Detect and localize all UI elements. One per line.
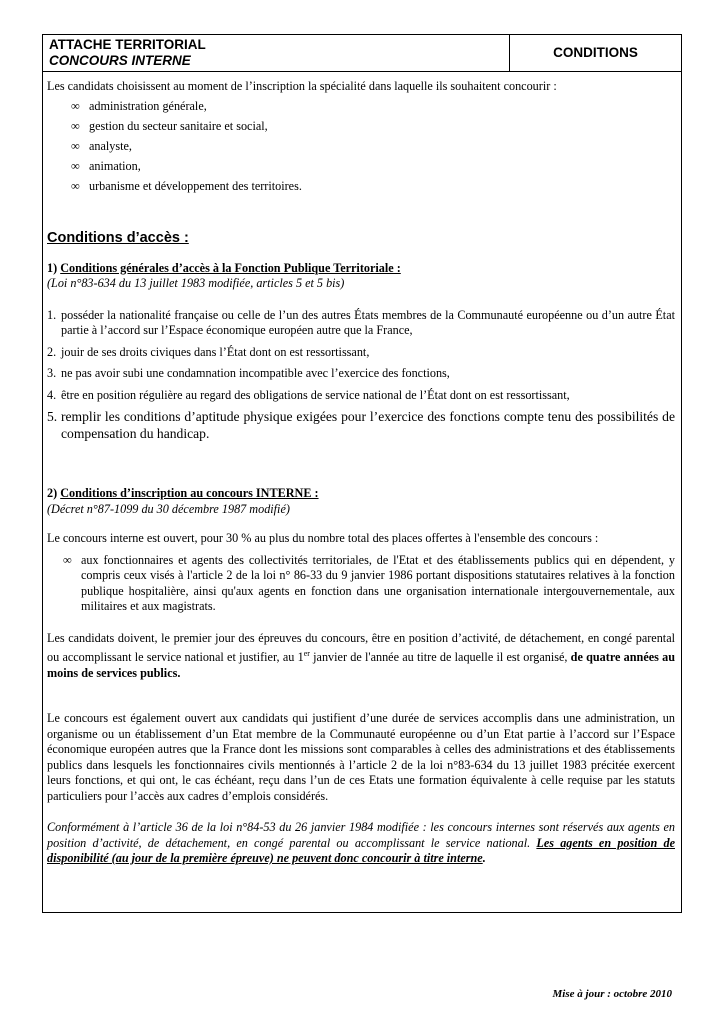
duty-text-1: Les candidats doivent, le premier jour des épreuves du concours, être en position d’activité, de détachement, en congé parental ou accomplissant le service national et justifier, au 1 xyxy=(47,630,675,665)
specialty-item xyxy=(47,179,675,195)
infinity-bullet-icon: ∞ xyxy=(71,178,80,193)
condition-text: être en position régulière au regard des obligations de service national de l’État dont on est ressortissant, xyxy=(61,387,570,402)
condition-number: 5. xyxy=(47,409,58,424)
condition-text: jouir de ses droits civiques dans l’État dont on est ressortissant, xyxy=(61,344,370,359)
specialty-item xyxy=(47,159,675,175)
section1-title-line xyxy=(47,261,675,277)
specialty-label: administration générale, xyxy=(89,98,207,113)
condition-item xyxy=(47,388,675,404)
internal-open-text: Le concours interne est ouvert, pour 30 % au plus du nombre total des places offertes à l'ensemble des concours : xyxy=(47,531,599,545)
section2-title: Conditions d’inscription au concours INTERNE : xyxy=(60,486,319,500)
section2-number: 2) xyxy=(47,486,58,500)
update-footer: Mise à jour : octobre 2010 xyxy=(552,988,672,1000)
condition-number: 3. xyxy=(47,366,57,380)
specialty-item xyxy=(47,119,675,135)
condition-item xyxy=(47,345,675,361)
note-paragraph: Conformément à l’article 36 de la loi n°84-53 du 26 janvier 1984 modifiée : les concours internes sont réservés aux agents en position d’activité, de détachement, en congé parental ou accomplissant le service national. Les agents en position de disponibilité (au jour de la première épreuve) ne peuvent donc concourir à titre interne. xyxy=(47,820,675,866)
note-italic-text: Conformément à l’article 36 de la loi n°84-53 du 26 janvier 1984 modifiée : les concours internes sont réservés aux agents en position d’activité, de détachement, en congé parental ou accomplissant le service national. xyxy=(47,820,675,850)
condition-text: posséder la nationalité française ou celle de l’un des autres États membres de la Communauté européenne ou d’un autre État partie à l’accord sur l’Espace économique européen autre que la France, xyxy=(61,307,675,337)
condition-number: 1. xyxy=(47,307,57,322)
beneficiaries-list xyxy=(47,553,675,615)
infinity-bullet-icon: ∞ xyxy=(71,158,80,173)
header-table xyxy=(43,35,681,72)
header-title: ATTACHE TERRITORIAL xyxy=(49,37,206,52)
duty-text-2: janvier de l'année au titre de laquelle il est organisé, xyxy=(309,650,571,665)
beneficiaries-item xyxy=(47,553,675,615)
infinity-bullet-icon: ∞ xyxy=(71,138,80,153)
intro-text: Les candidats choisissent au moment de l’inscription la spécialité dans laquelle ils souhaitent concourir : xyxy=(47,79,557,93)
condition-item xyxy=(47,366,675,382)
infinity-bullet-icon: ∞ xyxy=(63,552,72,567)
section2-reference: (Décret n°87-1099 du 30 décembre 1987 modifié) xyxy=(47,501,290,516)
specialty-label: gestion du secteur sanitaire et social, xyxy=(89,118,268,133)
condition-number: 4. xyxy=(47,387,57,402)
header-section-label: CONDITIONS xyxy=(553,45,638,60)
duty-paragraph xyxy=(47,631,675,682)
section1-number: 1) xyxy=(47,260,58,275)
note-bold-text: Les agents en position de disponibilité (au jour de la première épreuve) ne peuvent donc concourir à titre interne xyxy=(47,835,675,866)
specialty-list xyxy=(47,99,675,195)
specialty-item xyxy=(47,139,675,155)
infinity-bullet-icon: ∞ xyxy=(71,118,80,133)
document-frame xyxy=(42,34,682,913)
header-subtitle: CONCOURS INTERNE xyxy=(49,53,191,68)
beneficiaries-text: aux fonctionnaires et agents des collectivités territoriales, de l'Etat et des établissements publics qui en dépendent, y compris ceux visés à l'article 2 de la loi n° 86-33 du 9 janvier 1986 portant dispositions statutaires relatives à la fonction publique hospitalière, ainsi qu'aux agents en fonction dans une organisation internationale intergouvernementale, aux militaires et aux magistrats. xyxy=(81,552,675,613)
general-conditions-list xyxy=(47,308,675,443)
specialty-label: animation, xyxy=(89,158,141,173)
condition-number: 2. xyxy=(47,344,57,359)
eu-paragraph: Le concours est également ouvert aux candidats qui justifient d’une durée de services accomplis dans une administration, un organisme ou un établissement d’un Etat membre de la Communauté européenne ou d’un Etat partie à l’accord sur l’Espace économique européen autres que la France dont les missions sont comparables à celles des administrations et des établissements publics dans lesquels les fonctionnaires civils mentionnés à l’article 2 de la loi n°83-634 du 13 juillet 1983 précitée exercent leurs fonctions, et qui ont, le cas échéant, reçu dans l’un de ces Etats une formation équivalente à celle requise par les statuts particuliers pour l’accès aux cadres d’emplois considérés. xyxy=(47,711,675,803)
specialty-label: urbanisme et développement des territoires. xyxy=(89,178,302,193)
infinity-bullet-icon: ∞ xyxy=(71,98,80,113)
document-body xyxy=(47,79,675,867)
condition-text: ne pas avoir subi une condamnation incompatible avec l’exercice des fonctions, xyxy=(61,366,450,380)
condition-text: remplir les conditions d’aptitude physique exigées pour l’exercice des fonctions compte tenu des possibilités de compensation du handicap. xyxy=(61,409,675,441)
section1-title: Conditions générales d’accès à la Fonction Publique Territoriale : xyxy=(60,260,401,275)
condition-item xyxy=(47,409,675,442)
section1-reference: (Loi n°83-634 du 13 juillet 1983 modifiée, articles 5 et 5 bis) xyxy=(47,276,345,290)
duty-bold-text: de quatre années au moins de services publics. xyxy=(47,650,676,680)
specialty-label: analyste, xyxy=(89,138,132,153)
duty-superscript: er xyxy=(303,649,310,658)
specialty-item xyxy=(47,99,675,115)
conditions-heading: Conditions d’accès : xyxy=(47,230,189,246)
condition-item xyxy=(47,308,675,339)
section2-title-line xyxy=(47,486,675,502)
header-left-cell xyxy=(49,37,206,69)
